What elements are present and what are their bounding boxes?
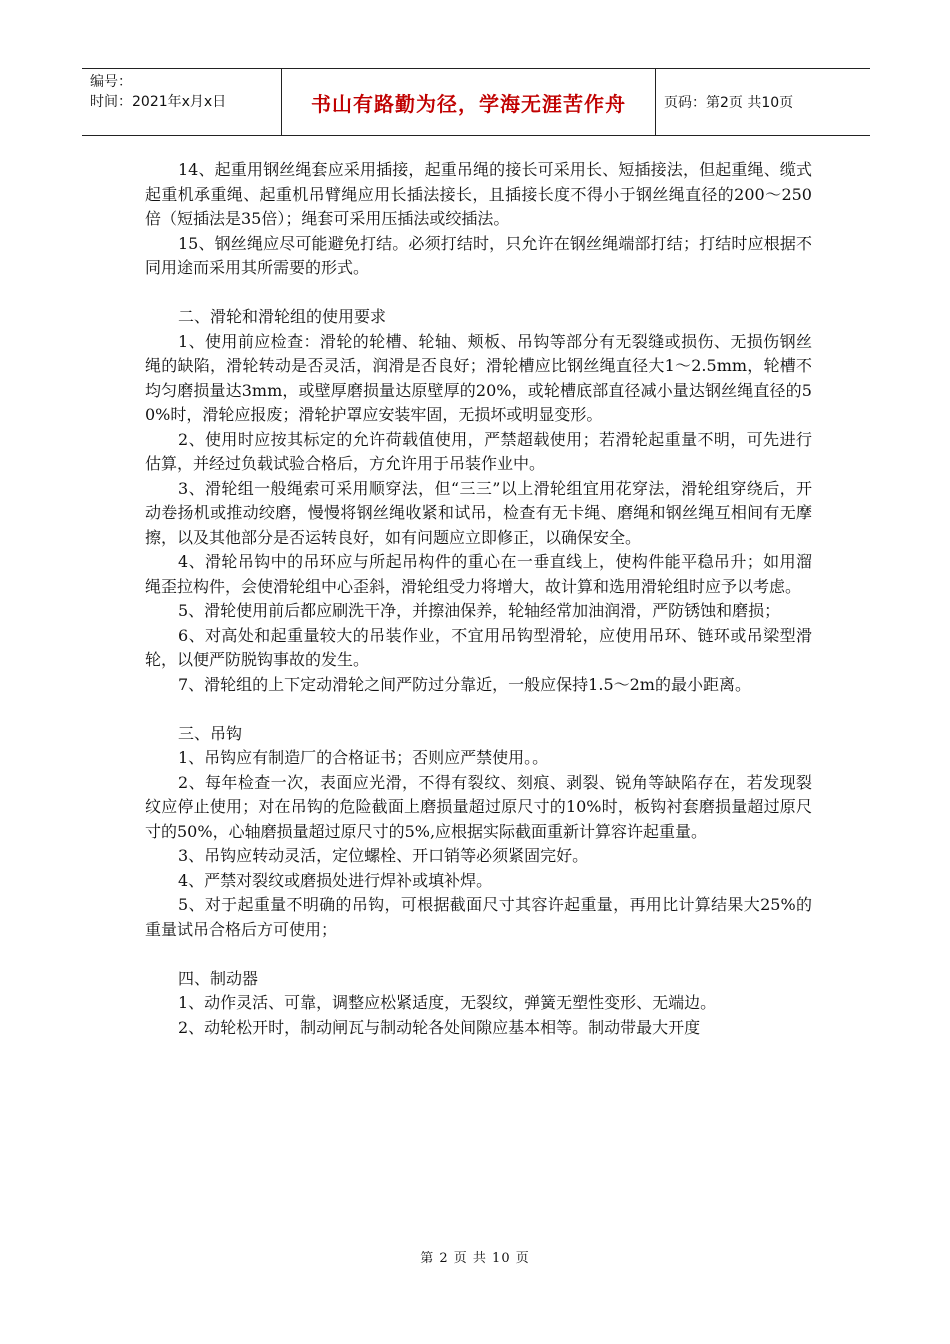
page-header	[82, 68, 870, 136]
paragraph: 3、滑轮组一般绳索可采用顺穿法，但“三三”以上滑轮组宜用花穿法，滑轮组穿绕后，开动卷扬机或推动绞磨，慢慢将钢丝绳收紧和试吊，检查有无卡绳、磨绳和钢丝绳互相间有无摩擦，以及其他部分是否运转良好，如有问题应立即修正，以确保安全。	[145, 478, 812, 547]
document-body	[145, 158, 812, 1040]
header-page-info: 页码：第2页 共10页	[664, 95, 794, 111]
paragraph: 2、动轮松开时，制动闸瓦与制动轮各处间隙应基本相等。制动带最大开度	[178, 1017, 701, 1037]
paragraph: 6、对高处和起重量较大的吊装作业，不宜用吊钩型滑轮，应使用吊环、链环或吊梁型滑轮，以便严防脱钩事故的发生。	[145, 625, 812, 669]
paragraph: 3、吊钩应转动灵活，定位螺栓、开口销等必须紧固完好。	[178, 846, 589, 865]
section-heading: 三、吊钩	[178, 723, 243, 743]
header-slogan: 书山有路勤为径，学海无涯苦作舟	[282, 69, 656, 135]
paragraph: 4、滑轮吊钩中的吊环应与所起吊构件的重心在一垂直线上，使构件能平稳吊升；如用溜绳歪拉构件，会使滑轮组中心歪斜，滑轮组受力将增大，故计算和选用滑轮组时应予以考虑。	[145, 552, 812, 596]
paragraph: 1、动作灵活、可靠，调整应松紧适度，无裂纹，弹簧无塑性变形、无端边。	[178, 993, 717, 1012]
paragraph: 14、起重用钢丝绳套应采用插接，起重吊绳的接长可采用长、短插接法，但起重绳、缆式起重机承重绳、起重机吊臂绳应用长插法接长，且插接长度不得小于钢丝绳直径的200～250倍（短插法是35倍）；绳套可采用压插法或绞插法。	[145, 160, 812, 228]
paragraph: 2、每年检查一次，表面应光滑，不得有裂纹、刻痕、剥裂、锐角等缺陷存在，若发现裂纹应停止使用；对在吊钩的危险截面上磨损量超过原尺寸的10%时，板钩衬套磨损量超过原尺寸的50%，心轴磨损量超过原尺寸的5%,应根据实际截面重新计算容许起重量。	[145, 772, 812, 841]
paragraph: 15、钢丝绳应尽可能避免打结。必须打结时，只允许在钢丝绳端部打结；打结时应根据不同用途而采用其所需要的形式。	[145, 233, 812, 277]
paragraph: 7、滑轮组的上下定动滑轮之间严防过分靠近，一般应保持1.5～2m的最小距离。	[178, 674, 751, 694]
number-label: 编号：	[90, 74, 132, 90]
paragraph: 1、使用前应检查：滑轮的轮槽、轮轴、颊板、吊钩等部分有无裂缝或损伤、无损伤钢丝绳的缺陷，滑轮转动是否灵活，润滑是否良好；滑轮槽应比钢丝绳直径大1～2.5mm，轮槽不均匀磨损量达3mm，或壁厚磨损量达原壁厚的20%，或轮槽底部直径减小量达钢丝绳直径的50%时，滑轮应报废；滑轮护罩应安装牢固，无损坏或明显变形。	[145, 331, 812, 424]
section-heading: 四、制动器	[178, 968, 259, 988]
page-footer: 第 2 页 共 10 页	[420, 1251, 530, 1266]
header-meta	[82, 69, 282, 135]
paragraph: 4、严禁对裂纹或磨损处进行焊补或填补焊。	[178, 870, 493, 890]
paragraph: 1、吊钩应有制造厂的合格证书；否则应严禁使用。。	[178, 748, 549, 767]
paragraph: 2、使用时应按其标定的允许荷载值使用，严禁超载使用；若滑轮起重量不明，可先进行估算，并经过负载试验合格后，方允许用于吊装作业中。	[145, 429, 812, 473]
paragraph: 5、对于起重量不明确的吊钩，可根据截面尺寸其容许起重量，再用比计算结果大25%的重量试吊合格后方可使用；	[145, 895, 812, 939]
paragraph: 5、滑轮使用前后都应刷洗干净，并擦油保养，轮轴经常加油润滑，严防锈蚀和磨损；	[178, 601, 781, 620]
section-heading: 二、滑轮和滑轮组的使用要求	[178, 307, 387, 326]
date-line: 时间：2021年x月x日	[90, 94, 227, 110]
